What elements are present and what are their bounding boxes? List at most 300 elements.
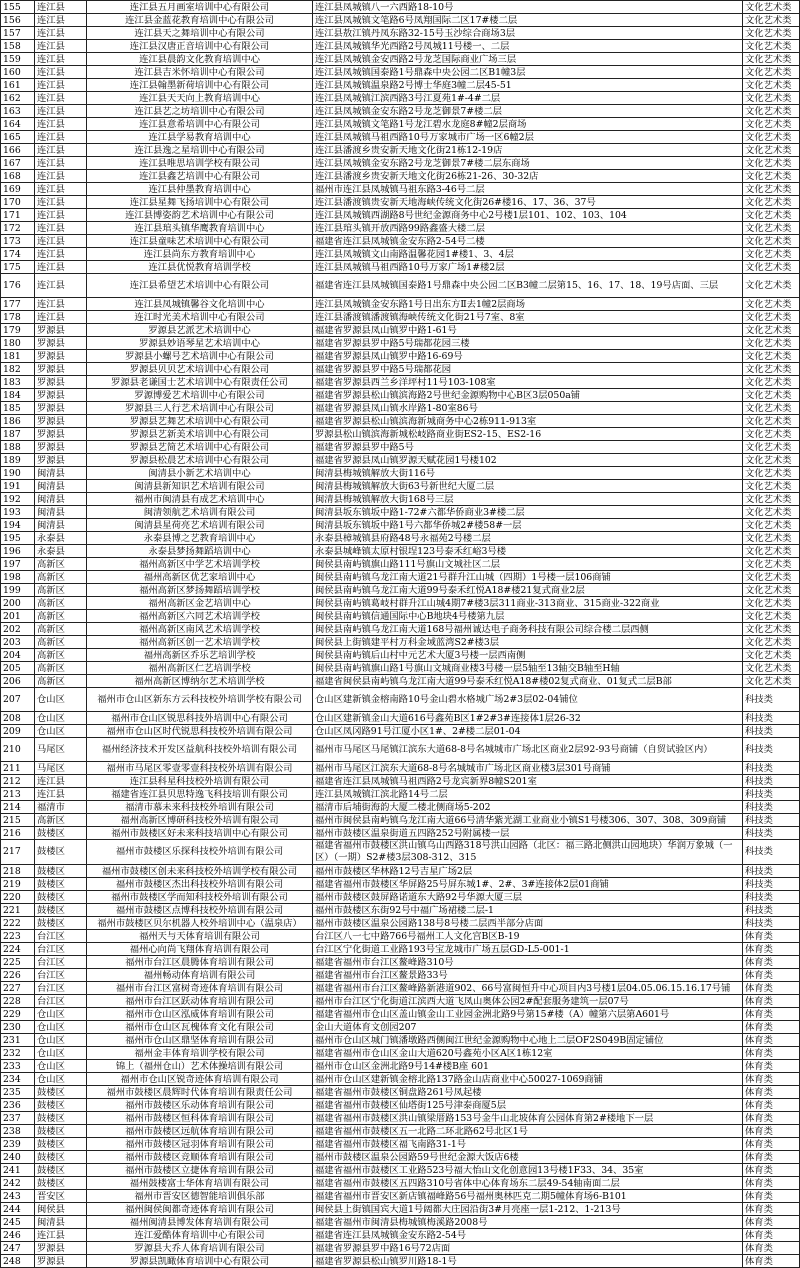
organization-name-cell: 连江县博姿韵艺术培训中心有限公司 [87, 209, 313, 222]
address-cell: 闽清县坂东镇坂中路1号六都华侨城2#楼58#一层 [313, 519, 743, 532]
row-index: 197 [1, 558, 35, 571]
category-cell: 体育类 [743, 1216, 800, 1229]
address-cell: 福建省福州市台江区鳌景路33号 [313, 969, 743, 982]
row-index: 217 [1, 840, 35, 865]
address-cell: 连江县凤城镇八一六西路18-10号 [313, 1, 743, 14]
address-cell: 福州市仓山区城门镇潘墩路西侧闽江世纪金源购物中心地上二层OF2S049B固定铺位 [313, 1034, 743, 1047]
table-row [1, 1138, 800, 1151]
category-cell: 文化艺术类 [743, 623, 800, 636]
category-cell: 文化艺术类 [743, 480, 800, 493]
row-index: 190 [1, 467, 35, 480]
table-row [1, 1255, 800, 1268]
address-cell: 金山大道体育文创园207 [313, 1021, 743, 1034]
organization-name-cell: 罗源县凯瞰体育培训中心有限公司 [87, 1255, 313, 1268]
organization-name-cell: 连江县翰墨新荷培训中心有限公司 [87, 79, 313, 92]
category-cell: 文化艺术类 [743, 441, 800, 454]
table-row [1, 1203, 800, 1216]
organization-name-cell: 罗源县艺新美术培训中心有限公司 [87, 428, 313, 441]
table-row [1, 623, 800, 636]
district-cell: 仓山区 [35, 1047, 87, 1060]
row-index: 163 [1, 105, 35, 118]
table-row [1, 441, 800, 454]
district-cell: 连江县 [35, 92, 87, 105]
table-row [1, 1008, 800, 1021]
table-row [1, 1177, 800, 1190]
address-cell: 闽清县梅城镇解放大街63号新世纪大厦二层 [313, 480, 743, 493]
table-row [1, 337, 800, 350]
address-cell: 福建省福州市鼓楼区洪山镇乌山西路318号洪山园路（北区：福三路北侧洪山园地块）华润万象城（一区）（一期）S2#楼3层308-312、315 [313, 840, 743, 865]
category-cell: 文化艺术类 [743, 610, 800, 623]
organization-name-cell: 永泰县博之艺教育培训中心 [87, 532, 313, 545]
table-row [1, 350, 800, 363]
table-row [1, 995, 800, 1008]
district-cell: 罗源县 [35, 376, 87, 389]
table-row [1, 827, 800, 840]
address-cell: 福州市仓山区建新镇金榕北路137路金山店商业中心50027-1069商铺 [313, 1073, 743, 1086]
district-cell: 连江县 [35, 261, 87, 274]
row-index: 194 [1, 519, 35, 532]
address-cell: 福建省罗源县凤山镇罗中路1-61号 [313, 324, 743, 337]
address-cell: 福建省福州市台江区鳌峰路新港道902、66号富闽恒升中心项目内3号楼1层04.05.06.15.16.17号铺 [313, 982, 743, 995]
row-index: 177 [1, 298, 35, 311]
row-index: 232 [1, 1047, 35, 1060]
organization-name-cell: 福州高新区优艺家培训中心 [87, 571, 313, 584]
row-index: 159 [1, 53, 35, 66]
category-cell: 科技类 [743, 738, 800, 762]
table-row [1, 144, 800, 157]
row-index: 192 [1, 493, 35, 506]
row-index: 200 [1, 597, 35, 610]
category-cell: 体育类 [743, 1203, 800, 1216]
organization-name-cell: 福州市鼓楼区远航体育培训有限公司 [87, 1125, 313, 1138]
organization-name-cell: 福州鼓楼富士华体育培训有限公司 [87, 1177, 313, 1190]
organization-name-cell: 福州市仓山区泓威体育培训有限公司 [87, 1008, 313, 1021]
row-index: 204 [1, 649, 35, 662]
district-cell: 罗源县 [35, 324, 87, 337]
district-cell: 鼓楼区 [35, 1177, 87, 1190]
address-cell: 连江县潘渡镇潘渡镇海峡传统文化街21号7室、8室 [313, 311, 743, 324]
table-row [1, 324, 800, 337]
table-row [1, 1099, 800, 1112]
address-cell: 福建省罗源县罗中路5号瑞都花园 [313, 363, 743, 376]
organization-name-cell: 福州市仓山区瓦槐体育文化有限公司 [87, 1021, 313, 1034]
row-index: 244 [1, 1203, 35, 1216]
category-cell: 体育类 [743, 1073, 800, 1086]
organization-name-cell: 连江县天天向上教育培训中心 [87, 92, 313, 105]
row-index: 229 [1, 1008, 35, 1021]
organization-name-cell: 罗源县老谦国士艺术培训中心有限责任公司 [87, 376, 313, 389]
district-cell: 仓山区 [35, 712, 87, 725]
district-cell: 闽清县 [35, 480, 87, 493]
category-cell: 体育类 [743, 1008, 800, 1021]
district-cell: 闽清县 [35, 519, 87, 532]
category-cell: 科技类 [743, 840, 800, 865]
category-cell: 科技类 [743, 801, 800, 814]
address-cell: 仓山区建新镇金榕南路10号金山碧水格城广场2#3层02-04铺位 [313, 688, 743, 712]
table-row [1, 738, 800, 762]
table-row [1, 53, 800, 66]
table-row [1, 840, 800, 865]
category-cell: 体育类 [743, 982, 800, 995]
category-cell: 文化艺术类 [743, 467, 800, 480]
organization-name-cell: 福州高新区创一艺术培训学校 [87, 636, 313, 649]
row-index: 206 [1, 675, 35, 688]
row-index: 169 [1, 183, 35, 196]
district-cell: 鼓楼区 [35, 1138, 87, 1151]
category-cell: 文化艺术类 [743, 53, 800, 66]
row-index: 193 [1, 506, 35, 519]
category-cell: 体育类 [743, 1125, 800, 1138]
district-cell: 鼓楼区 [35, 1099, 87, 1112]
category-cell: 文化艺术类 [743, 636, 800, 649]
row-index: 222 [1, 917, 35, 930]
district-cell: 闽清县 [35, 493, 87, 506]
table-row [1, 92, 800, 105]
district-cell: 高新区 [35, 610, 87, 623]
row-index: 203 [1, 636, 35, 649]
category-cell: 文化艺术类 [743, 545, 800, 558]
table-row [1, 788, 800, 801]
district-cell: 高新区 [35, 675, 87, 688]
table-row [1, 1060, 800, 1073]
row-index: 181 [1, 350, 35, 363]
organization-name-cell: 福州市鼓楼区好未来科技培训中心有限公司 [87, 827, 313, 840]
row-index: 211 [1, 762, 35, 775]
address-cell: 福建省福州市鼓楼区华屏路25号屏东城1#、2#、3#连接体2层01商铺 [313, 878, 743, 891]
category-cell: 文化艺术类 [743, 519, 800, 532]
organization-name-cell: 福州心向尚飞翔体育培训有限公司 [87, 943, 313, 956]
organization-name-cell: 福州闽侯闽都奇迹体育培训有限公司 [87, 1203, 313, 1216]
address-cell: 福建省福州市仓山区金山大道620号鑫苑小区A区1栋12室 [313, 1047, 743, 1060]
table-row [1, 157, 800, 170]
district-cell: 连江县 [35, 222, 87, 235]
category-cell: 文化艺术类 [743, 324, 800, 337]
organization-name-cell: 闽清县新知识艺术培训有限公司 [87, 480, 313, 493]
table-row [1, 571, 800, 584]
address-cell: 福州市闽侯县南屿镇乌龙江南大道66号清华紫光湖工业商业小镇S1号楼306、307、308、309商铺 [313, 814, 743, 827]
organization-name-cell: 福州市鼓楼区恒科体育培训有限公司 [87, 1112, 313, 1125]
organization-name-cell: 罗源县三人行艺术培训中心有限公司 [87, 402, 313, 415]
category-cell: 文化艺术类 [743, 506, 800, 519]
row-index: 173 [1, 235, 35, 248]
district-cell: 高新区 [35, 558, 87, 571]
district-cell: 罗源县 [35, 1255, 87, 1268]
row-index: 191 [1, 480, 35, 493]
district-cell: 连江县 [35, 209, 87, 222]
organization-name-cell: 连江县逸之星培训中心有限公司 [87, 144, 313, 157]
district-cell: 罗源县 [35, 454, 87, 467]
address-cell: 福州市马尾区马尾镇江滨东大道68-8号名城城市广场北区商业2层92-93号商铺（自贸试验区内） [313, 738, 743, 762]
row-index: 170 [1, 196, 35, 209]
address-cell: 连江县凤城镇国泰路1号鼎森中央公园二区B1幢3层 [313, 66, 743, 79]
district-cell: 高新区 [35, 597, 87, 610]
category-cell: 体育类 [743, 1138, 800, 1151]
category-cell: 体育类 [743, 1151, 800, 1164]
district-cell: 高新区 [35, 623, 87, 636]
row-index: 242 [1, 1177, 35, 1190]
district-cell: 连江县 [35, 196, 87, 209]
organization-name-cell: 福州高新区博研科技校外培训有限公司 [87, 814, 313, 827]
category-cell: 文化艺术类 [743, 1, 800, 14]
table-row [1, 261, 800, 274]
table-row [1, 762, 800, 775]
table-row [1, 558, 800, 571]
row-index: 174 [1, 248, 35, 261]
row-index: 239 [1, 1138, 35, 1151]
address-cell: 闽清县坂东镇坂中路1-72#六都华侨商业3#楼二层 [313, 506, 743, 519]
row-index: 228 [1, 995, 35, 1008]
district-cell: 闽清县 [35, 467, 87, 480]
row-index: 213 [1, 788, 35, 801]
row-index: 188 [1, 441, 35, 454]
row-index: 246 [1, 1229, 35, 1242]
table-row [1, 402, 800, 415]
category-cell: 文化艺术类 [743, 454, 800, 467]
address-cell: 福建省福州市闽清县梅城镇梅溪路2008号 [313, 1216, 743, 1229]
category-cell: 体育类 [743, 1034, 800, 1047]
district-cell: 高新区 [35, 662, 87, 675]
category-cell: 科技类 [743, 865, 800, 878]
row-index: 209 [1, 725, 35, 738]
table-row [1, 725, 800, 738]
row-index: 198 [1, 571, 35, 584]
district-cell: 连江县 [35, 66, 87, 79]
organization-name-cell: 连江县优悦教育培训学校 [87, 261, 313, 274]
row-index: 175 [1, 261, 35, 274]
row-index: 240 [1, 1151, 35, 1164]
table-row [1, 274, 800, 298]
category-cell: 科技类 [743, 904, 800, 917]
row-index: 199 [1, 584, 35, 597]
row-index: 237 [1, 1112, 35, 1125]
category-cell: 文化艺术类 [743, 40, 800, 53]
district-cell: 连江县 [35, 79, 87, 92]
row-index: 243 [1, 1190, 35, 1203]
category-cell: 文化艺术类 [743, 415, 800, 428]
organization-name-cell: 连江县天之舞培训中心有限公司 [87, 27, 313, 40]
address-cell: 连江县凤城镇金安东路2号龙芝御景7#楼二层 [313, 105, 743, 118]
row-index: 186 [1, 415, 35, 428]
district-cell: 连江县 [35, 118, 87, 131]
table-row [1, 917, 800, 930]
address-cell: 连江县凤城镇金安东路2号龙芝御景7#楼二层东商场 [313, 157, 743, 170]
organization-name-cell: 福州市仓山区锐奇迹体育培训有限公司 [87, 1073, 313, 1086]
organization-name-cell: 连江县科星科技校外培训有限公司 [87, 775, 313, 788]
address-cell: 福州市鼓楼区温泉街道五四路252号附属楼一层 [313, 827, 743, 840]
district-cell: 台江区 [35, 982, 87, 995]
district-cell: 台江区 [35, 930, 87, 943]
address-cell: 连江县潘渡乡贵安新天地文化街21栋12-19店 [313, 144, 743, 157]
address-cell: 永泰县城峰镇太原村银埕123号泰禾红峪3号楼 [313, 545, 743, 558]
address-cell: 福建省罗源县松山镇滨海新城商务中心2栋911-913室 [313, 415, 743, 428]
organization-name-cell: 罗源博爱艺术培训中心有限公司 [87, 389, 313, 402]
table-row [1, 389, 800, 402]
category-cell: 体育类 [743, 995, 800, 1008]
district-cell: 连江县 [35, 1, 87, 14]
category-cell: 科技类 [743, 814, 800, 827]
category-cell: 科技类 [743, 891, 800, 904]
row-index: 216 [1, 827, 35, 840]
district-cell: 罗源县 [35, 402, 87, 415]
organization-name-cell: 福州市台江区晨腾体育培训有限公司 [87, 956, 313, 969]
district-cell: 罗源县 [35, 389, 87, 402]
row-index: 219 [1, 878, 35, 891]
address-cell: 台江区宁化街道工业路193号宝龙城市广场五层GD-L5-001-1 [313, 943, 743, 956]
address-cell: 连江县凤城镇文山南路温馨花园1#楼1、3、4层 [313, 248, 743, 261]
address-cell: 闽侯县南屿镇信通国际中心B地块4号楼第九层 [313, 610, 743, 623]
address-cell: 连江县凤城镇西湖路8号世纪金源商务中心2号楼1层101、102、103、104 [313, 209, 743, 222]
district-cell: 鼓楼区 [35, 878, 87, 891]
table-row [1, 1125, 800, 1138]
row-index: 241 [1, 1164, 35, 1177]
district-cell: 高新区 [35, 571, 87, 584]
table-row [1, 454, 800, 467]
category-cell: 科技类 [743, 827, 800, 840]
address-cell: 福建省福州市鼓楼区铜盘路261号凤起楼 [313, 1086, 743, 1099]
table-row [1, 311, 800, 324]
address-cell: 连江县凤城镇文笔路1号龙江碧水龙庭8#幢2层商场 [313, 118, 743, 131]
organization-name-cell: 福州市仓山区新东方云科技校外培训学校有限公司 [87, 688, 313, 712]
row-index: 196 [1, 545, 35, 558]
table-row [1, 105, 800, 118]
district-cell: 连江县 [35, 144, 87, 157]
address-cell: 福建省福州市仓山区盖山镇金山工业园金洲北路9号第15#楼（A）幢第六层第A601号 [313, 1008, 743, 1021]
district-cell: 鼓楼区 [35, 891, 87, 904]
table-row [1, 1, 800, 14]
district-cell: 连江县 [35, 27, 87, 40]
table-row [1, 930, 800, 943]
table-row [1, 814, 800, 827]
district-cell: 鼓楼区 [35, 1112, 87, 1125]
table-row [1, 196, 800, 209]
organization-name-cell: 福州市鼓楼区乐探科技校外培训有限公司 [87, 840, 313, 865]
district-cell: 闽侯县 [35, 1203, 87, 1216]
organization-name-cell: 福州市仓山区时代锐思科技校外培训有限公司 [87, 725, 313, 738]
table-row [1, 27, 800, 40]
category-cell: 文化艺术类 [743, 170, 800, 183]
table-row [1, 982, 800, 995]
district-cell: 罗源县 [35, 350, 87, 363]
table-row [1, 597, 800, 610]
row-index: 227 [1, 982, 35, 995]
category-cell: 文化艺术类 [743, 675, 800, 688]
district-cell: 鼓楼区 [35, 827, 87, 840]
category-cell: 文化艺术类 [743, 558, 800, 571]
district-cell: 连江县 [35, 311, 87, 324]
address-cell: 闽侯县南屿镇旗山路1号旗山文城商业楼3号楼一层5轴至13轴交B轴至H轴 [313, 662, 743, 675]
district-cell: 连江县 [35, 131, 87, 144]
address-cell: 福建省福州市鼓楼区仙塔街125号津泰商厦5层 [313, 1099, 743, 1112]
district-cell: 高新区 [35, 636, 87, 649]
category-cell: 文化艺术类 [743, 662, 800, 675]
category-cell: 体育类 [743, 930, 800, 943]
organization-name-cell: 罗源县艺派艺术培训中心 [87, 324, 313, 337]
category-cell: 文化艺术类 [743, 584, 800, 597]
table-row [1, 1112, 800, 1125]
organization-name-cell: 福州闽清县博发体育培训有限公司 [87, 1216, 313, 1229]
district-cell: 闽清县 [35, 506, 87, 519]
district-cell: 连江县 [35, 53, 87, 66]
address-cell: 福建省福州市鼓楼区工业路523号福大怡山文化创意园13号楼1F33、34、35室 [313, 1164, 743, 1177]
address-cell: 闽侯县南屿镇后山村中元艺术大厦3号楼一层西南侧 [313, 649, 743, 662]
organization-name-cell: 福州天与天体育培训有限公司 [87, 930, 313, 943]
organization-name-cell: 福州高新区金艺培训中心 [87, 597, 313, 610]
address-cell: 福建省福州市鼓楼区五一北路二环北路62号北区1号 [313, 1125, 743, 1138]
district-cell: 鼓楼区 [35, 840, 87, 865]
address-cell: 福州市仓山区金洲北路9号14#楼B座 601 [313, 1060, 743, 1073]
district-cell: 连江县 [35, 1229, 87, 1242]
organization-name-cell: 连江县鑫艺培训中心有限公司 [87, 170, 313, 183]
organization-name-cell: 连江县吉米怀培训中心有限公司 [87, 66, 313, 79]
table-row [1, 904, 800, 917]
category-cell: 文化艺术类 [743, 350, 800, 363]
address-cell: 福建省罗源县罗中路5号瑞都花园三楼 [313, 337, 743, 350]
category-cell: 文化艺术类 [743, 402, 800, 415]
table-row [1, 131, 800, 144]
address-cell: 连江县凤城镇温泉路2号博士华庭3幢二层45-51 [313, 79, 743, 92]
address-cell: 福州市鼓楼区温泉公园路59号世纪金源大饭店6楼 [313, 1151, 743, 1164]
category-cell: 文化艺术类 [743, 389, 800, 402]
category-cell: 体育类 [743, 1177, 800, 1190]
organization-name-cell: 福州高新区中学艺术培训学校 [87, 558, 313, 571]
category-cell: 文化艺术类 [743, 363, 800, 376]
address-cell: 福州市鼓楼区东街92号中福广场裙楼二层-1 [313, 904, 743, 917]
table-row [1, 118, 800, 131]
category-cell: 体育类 [743, 1190, 800, 1203]
organization-name-cell: 连江时光美术培训中心有限公司 [87, 311, 313, 324]
district-cell: 连江县 [35, 40, 87, 53]
table-row [1, 878, 800, 891]
organization-name-cell: 连江县凤城镇馨谷文化培训中心 [87, 298, 313, 311]
organization-name-cell: 连江县艺之坊培训中心有限公司 [87, 105, 313, 118]
district-cell: 罗源县 [35, 428, 87, 441]
district-cell: 永泰县 [35, 545, 87, 558]
organization-name-cell: 连江县琯头镇华鹰教育培训中心 [87, 222, 313, 235]
organization-name-cell: 连江县金蓝花教育培训中心有限公司 [87, 14, 313, 27]
address-cell: 闽清县梅城镇解放大街168号三层 [313, 493, 743, 506]
district-cell: 仓山区 [35, 1073, 87, 1086]
category-cell: 科技类 [743, 788, 800, 801]
category-cell: 科技类 [743, 712, 800, 725]
address-cell: 永泰县樟城镇县府路48号永福苑2号楼二层 [313, 532, 743, 545]
table-row [1, 506, 800, 519]
district-cell: 马尾区 [35, 738, 87, 762]
table-row [1, 248, 800, 261]
organization-name-cell: 闽清县星荷亮艺术培训有限公司 [87, 519, 313, 532]
table-row [1, 801, 800, 814]
row-index: 218 [1, 865, 35, 878]
row-index: 184 [1, 389, 35, 402]
organization-name-cell: 福州高新区南风艺术培训学校 [87, 623, 313, 636]
row-index: 172 [1, 222, 35, 235]
category-cell: 体育类 [743, 1164, 800, 1177]
organization-name-cell: 福州市鼓楼区晨辉时代体育培训有限责任公司 [87, 1086, 313, 1099]
table-row [1, 1021, 800, 1034]
organization-name-cell: 福州市鼓楼区创未来科技校外培训学校有限公司 [87, 865, 313, 878]
row-index: 214 [1, 801, 35, 814]
category-cell: 体育类 [743, 1112, 800, 1125]
table-row [1, 14, 800, 27]
category-cell: 文化艺术类 [743, 196, 800, 209]
category-cell: 科技类 [743, 775, 800, 788]
address-cell: 福清市后埔街海韵大厦二楼北侧商场5-202 [313, 801, 743, 814]
row-index: 202 [1, 623, 35, 636]
organization-name-cell: 福州市仓山区锐思科技外培训中心有限公司 [87, 712, 313, 725]
organization-name-cell: 福州高新区乔乐艺培训学校 [87, 649, 313, 662]
row-index: 207 [1, 688, 35, 712]
organization-name-cell: 福州市仓山区鼎坚体育培训有限公司 [87, 1034, 313, 1047]
address-cell: 福建省罗源县松山镇罗川路18-1号 [313, 1255, 743, 1268]
